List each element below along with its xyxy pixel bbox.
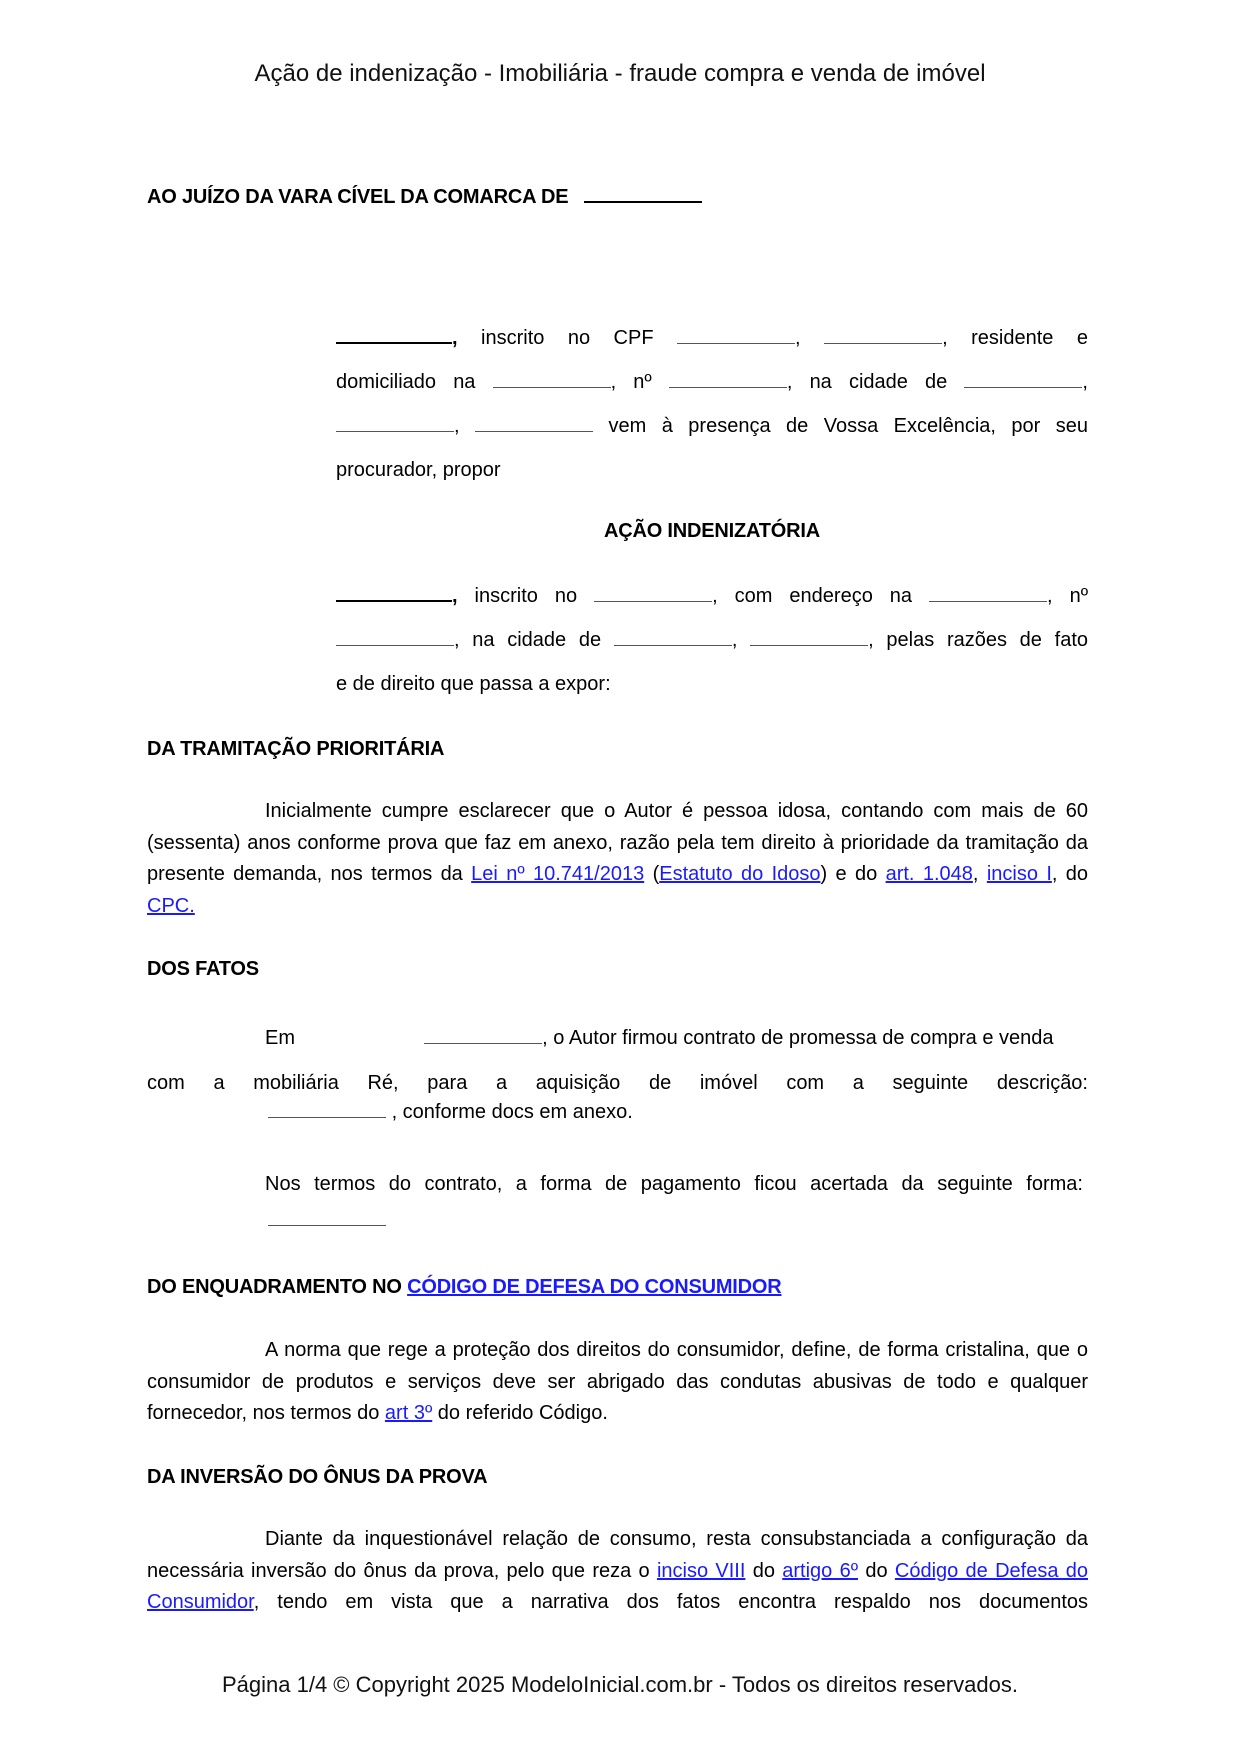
section-heading-burden: DA INVERSÃO DO ÔNUS DA PROVA xyxy=(147,1466,488,1488)
document-header-title: Ação de indenização - Imobiliária - fraude compra e venda de imóvel xyxy=(254,60,986,87)
addressing-text: AO JUÍZO DA VARA CÍVEL DA COMARCA DE xyxy=(147,186,569,208)
blank xyxy=(824,329,942,344)
facts-payment-line: Nos termos do contrato, a forma de pagamento ficou acertada da seguinte forma: xyxy=(265,1173,1083,1195)
comarca-blank xyxy=(584,187,702,203)
plaintiff-line-3: , vem à presença de Vossa Excelência, por seu xyxy=(336,404,1088,448)
blank xyxy=(336,417,454,432)
link-estatuto-idoso[interactable]: Estatuto do Idoso xyxy=(659,863,821,885)
blank xyxy=(336,631,454,646)
page-footer: Página 1/4 © Copyright 2025 ModeloInicial.com.br - Todos os direitos reservados. xyxy=(222,1672,1018,1697)
link-cpc[interactable]: CPC. xyxy=(147,894,195,917)
defendant-line-2: , na cidade de , , pelas razões de fato xyxy=(336,618,1088,662)
number-blank xyxy=(669,373,787,388)
link-art-1048[interactable]: art. 1.048 xyxy=(885,863,973,885)
defendant-line-1: , inscrito no , com endereço na , nº xyxy=(336,574,1088,618)
link-inciso-i[interactable]: inciso I xyxy=(986,863,1052,885)
plaintiff-line-1: , inscrito no CPF , , residente e xyxy=(336,316,1088,360)
blank xyxy=(594,587,712,602)
date-blank xyxy=(424,1029,542,1044)
action-title: AÇÃO INDENIZATÓRIA xyxy=(603,520,821,542)
plaintiff-qualification xyxy=(336,316,1088,492)
link-inciso-viii[interactable]: inciso VIII xyxy=(656,1559,746,1582)
blank xyxy=(475,417,593,432)
burden-paragraph: Diante da inquestionável relação de consumo, resta consubstanciada a configuração da necessária inversão do ônus da prova, pelo que reza o inciso VIII do artigo 6º do Código de Defesa do Consumidor, tendo em vista que a narrativa dos fatos encontra respaldo nos documentos xyxy=(147,1528,1089,1613)
section-heading-priority: DA TRAMITAÇÃO PRIORITÁRIA xyxy=(147,738,445,760)
payment-blank xyxy=(268,1211,386,1231)
facts-line-1: Em , o Autor firmou contrato de promessa de compra e venda xyxy=(265,1027,1054,1049)
link-codigo-defesa-consumidor[interactable]: CÓDIGO DE DEFESA DO CONSUMIDOR xyxy=(407,1276,782,1298)
facts-line-2: com a mobiliária Ré, para a aquisição de imóvel com a seguinte descrição: xyxy=(147,1072,1088,1094)
plaintiff-name-blank xyxy=(336,328,452,344)
plaintiff-line-4: procurador, propor xyxy=(336,459,501,481)
blank xyxy=(750,631,868,646)
facts-line-3: , conforme docs em anexo. xyxy=(268,1090,633,1134)
description-blank xyxy=(268,1103,386,1118)
court-addressing xyxy=(147,186,702,209)
blank xyxy=(614,631,732,646)
city-blank xyxy=(964,373,1082,388)
link-cdc[interactable]: Código de Defesa do Consumidor xyxy=(147,1559,1089,1613)
priority-paragraph: Inicialmente cumpre esclarecer que o Autor é pessoa idosa, contando com mais de 60 (sessenta) anos conforme prova que faz em anexo, razão pela tem direito à prioridade da tramitação da presente demanda, nos termos da Lei nº 10.741/2013 (Estatuto do Idoso) e do art. 1.048, inciso I, do CPC. xyxy=(147,800,1089,917)
link-art-3[interactable]: art 3º xyxy=(384,1402,433,1424)
defendant-qualification xyxy=(336,574,1088,706)
street-blank xyxy=(493,373,611,388)
section-heading-facts: DOS FATOS xyxy=(147,958,259,980)
section-heading-cdc: DO ENQUADRAMENTO NO CÓDIGO DE DEFESA DO CONSUMIDOR xyxy=(147,1276,782,1298)
plaintiff-line-2: domiciliado na , nº , na cidade de , xyxy=(336,371,1088,393)
link-artigo-6[interactable]: artigo 6º xyxy=(782,1559,859,1582)
defendant-name-blank xyxy=(336,586,452,602)
cpf-blank xyxy=(677,329,795,344)
cdc-paragraph: A norma que rege a proteção dos direitos do consumidor, define, de forma cristalina, que o consumidor de produtos e serviços deve ser abrigado das condutas abusivas de todo e qualquer fornecedor, nos termos do art 3º do referido Código. xyxy=(147,1339,1088,1424)
blank xyxy=(929,587,1047,602)
link-lei-10741[interactable]: Lei nº 10.741/2013 xyxy=(471,863,645,885)
defendant-line-3: e de direito que passa a expor: xyxy=(336,673,611,695)
